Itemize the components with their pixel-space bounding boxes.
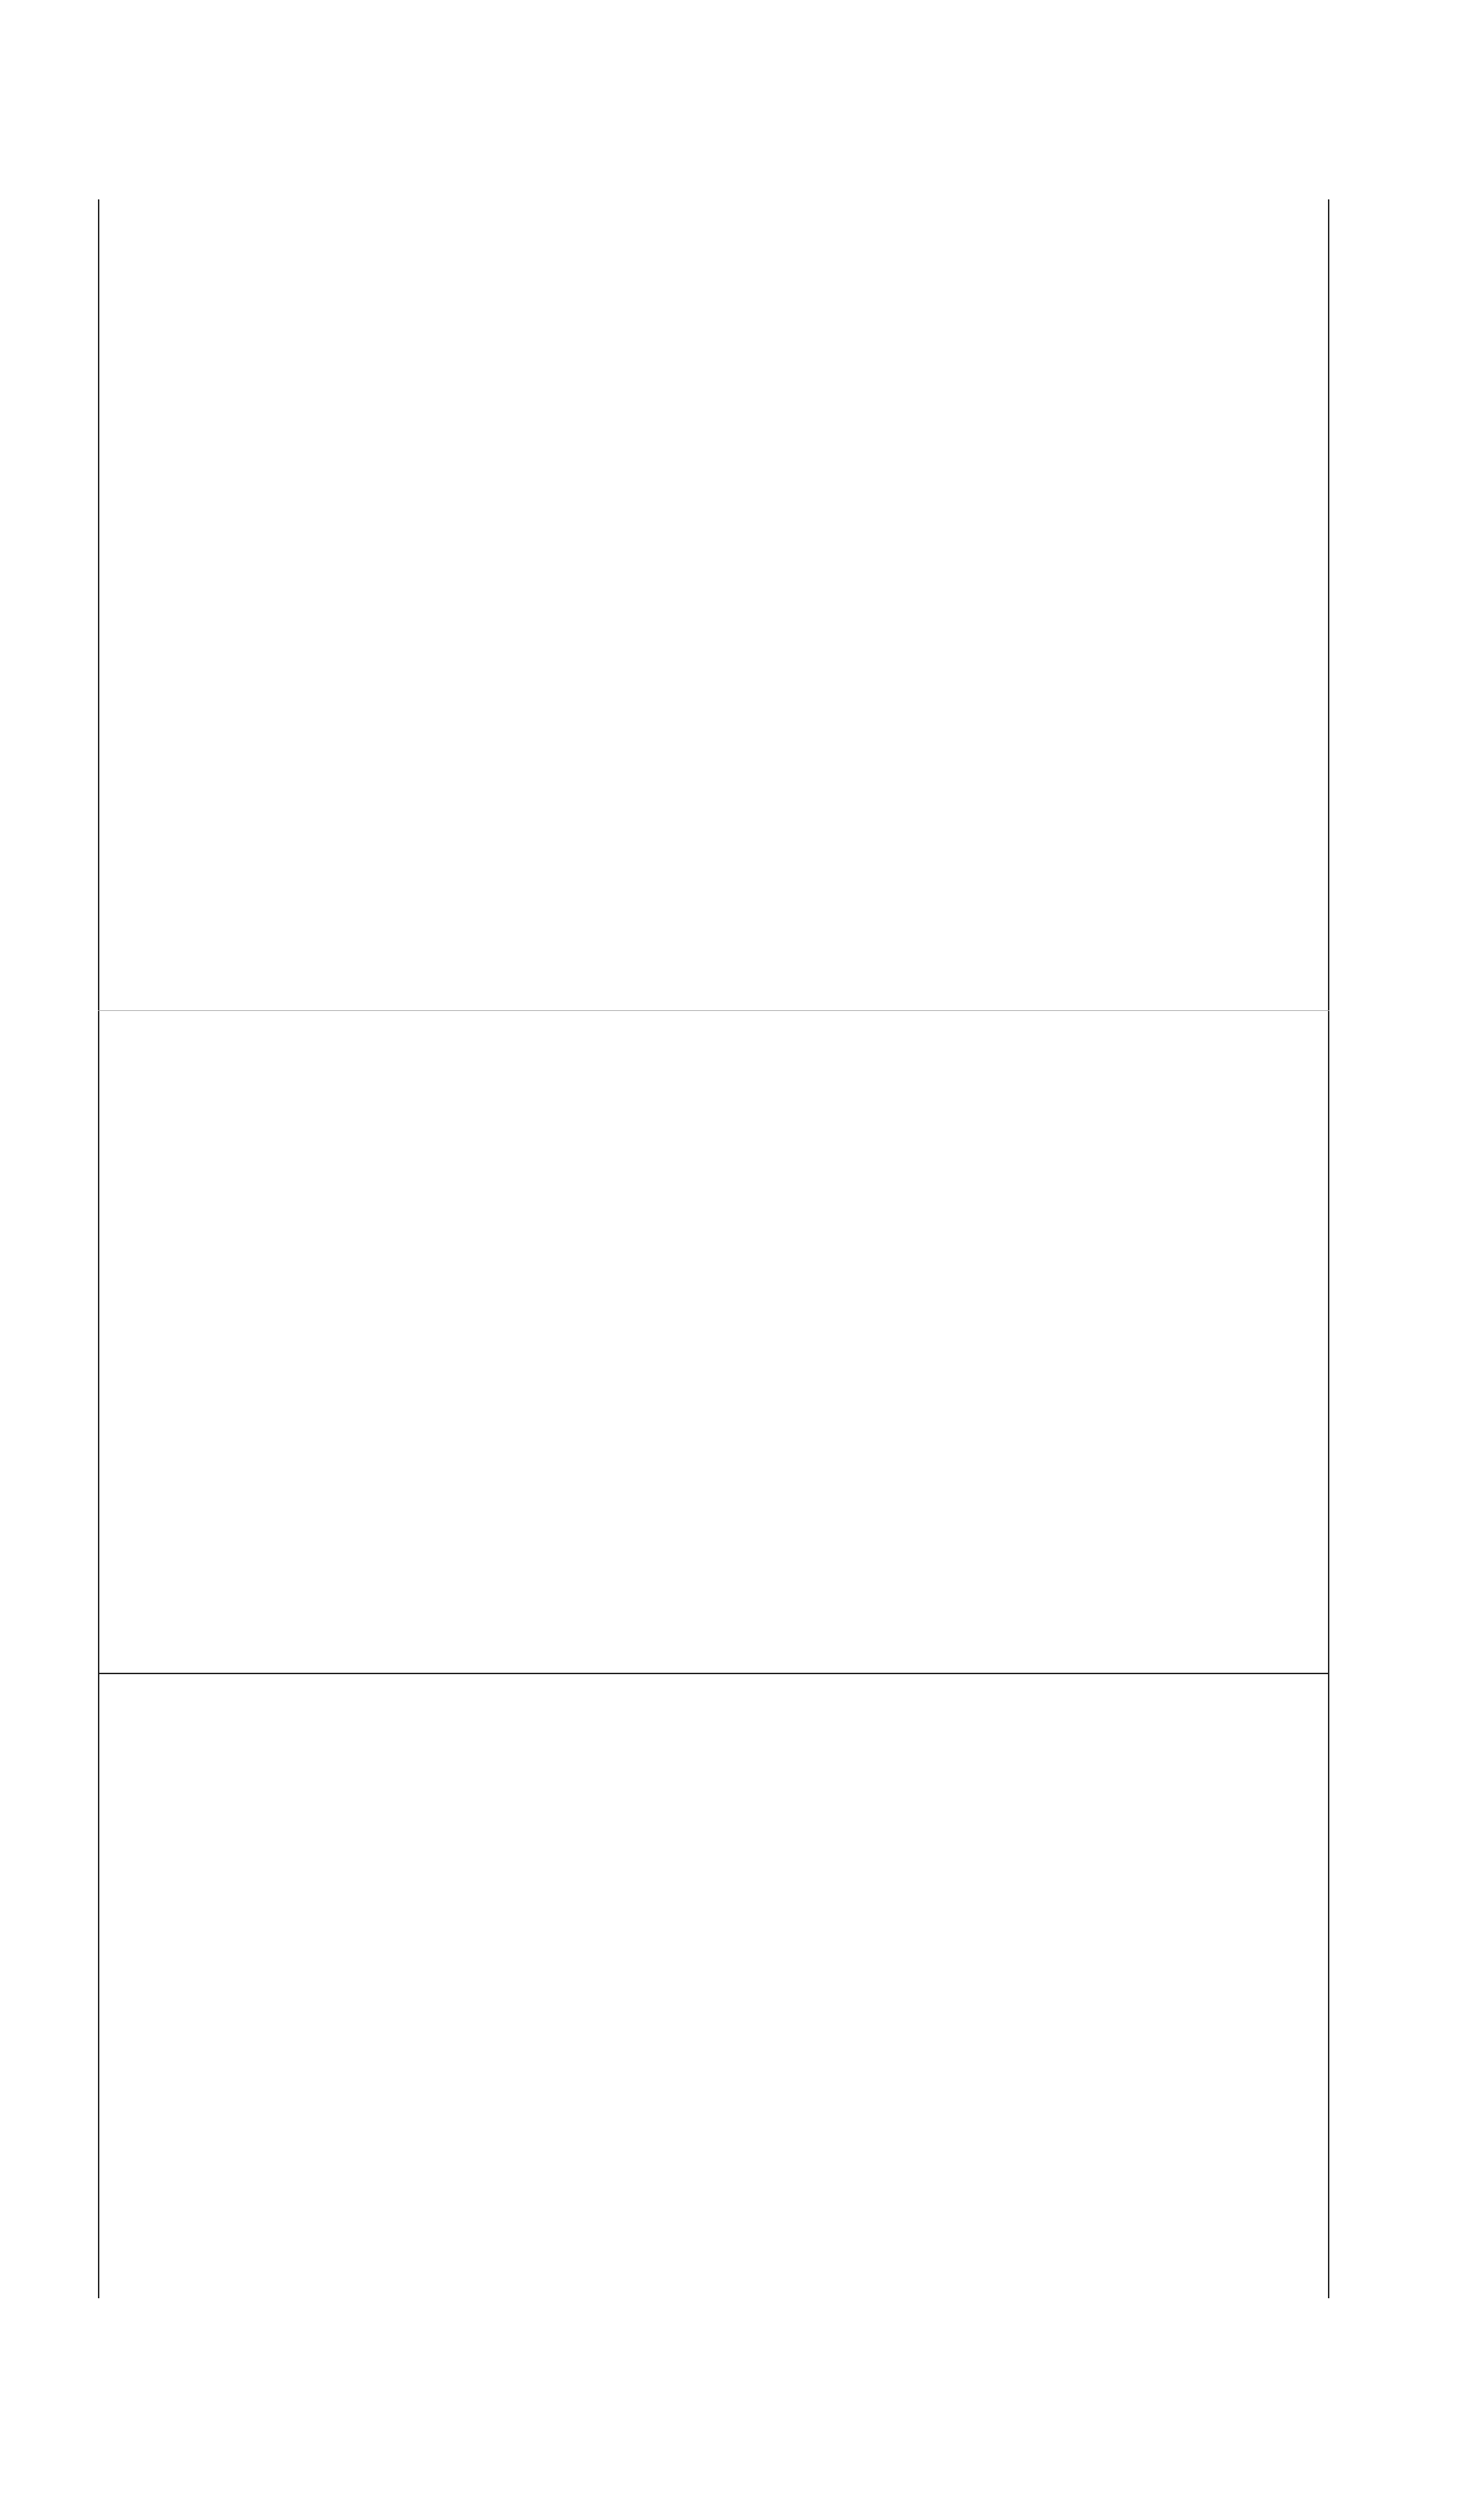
column-divider bbox=[98, 1673, 1329, 1674]
table-top-rule bbox=[98, 199, 99, 2298]
table-bottom-rule bbox=[1328, 199, 1329, 2298]
rotated-table bbox=[98, 199, 1329, 2298]
column-divider bbox=[98, 1010, 1329, 1011]
